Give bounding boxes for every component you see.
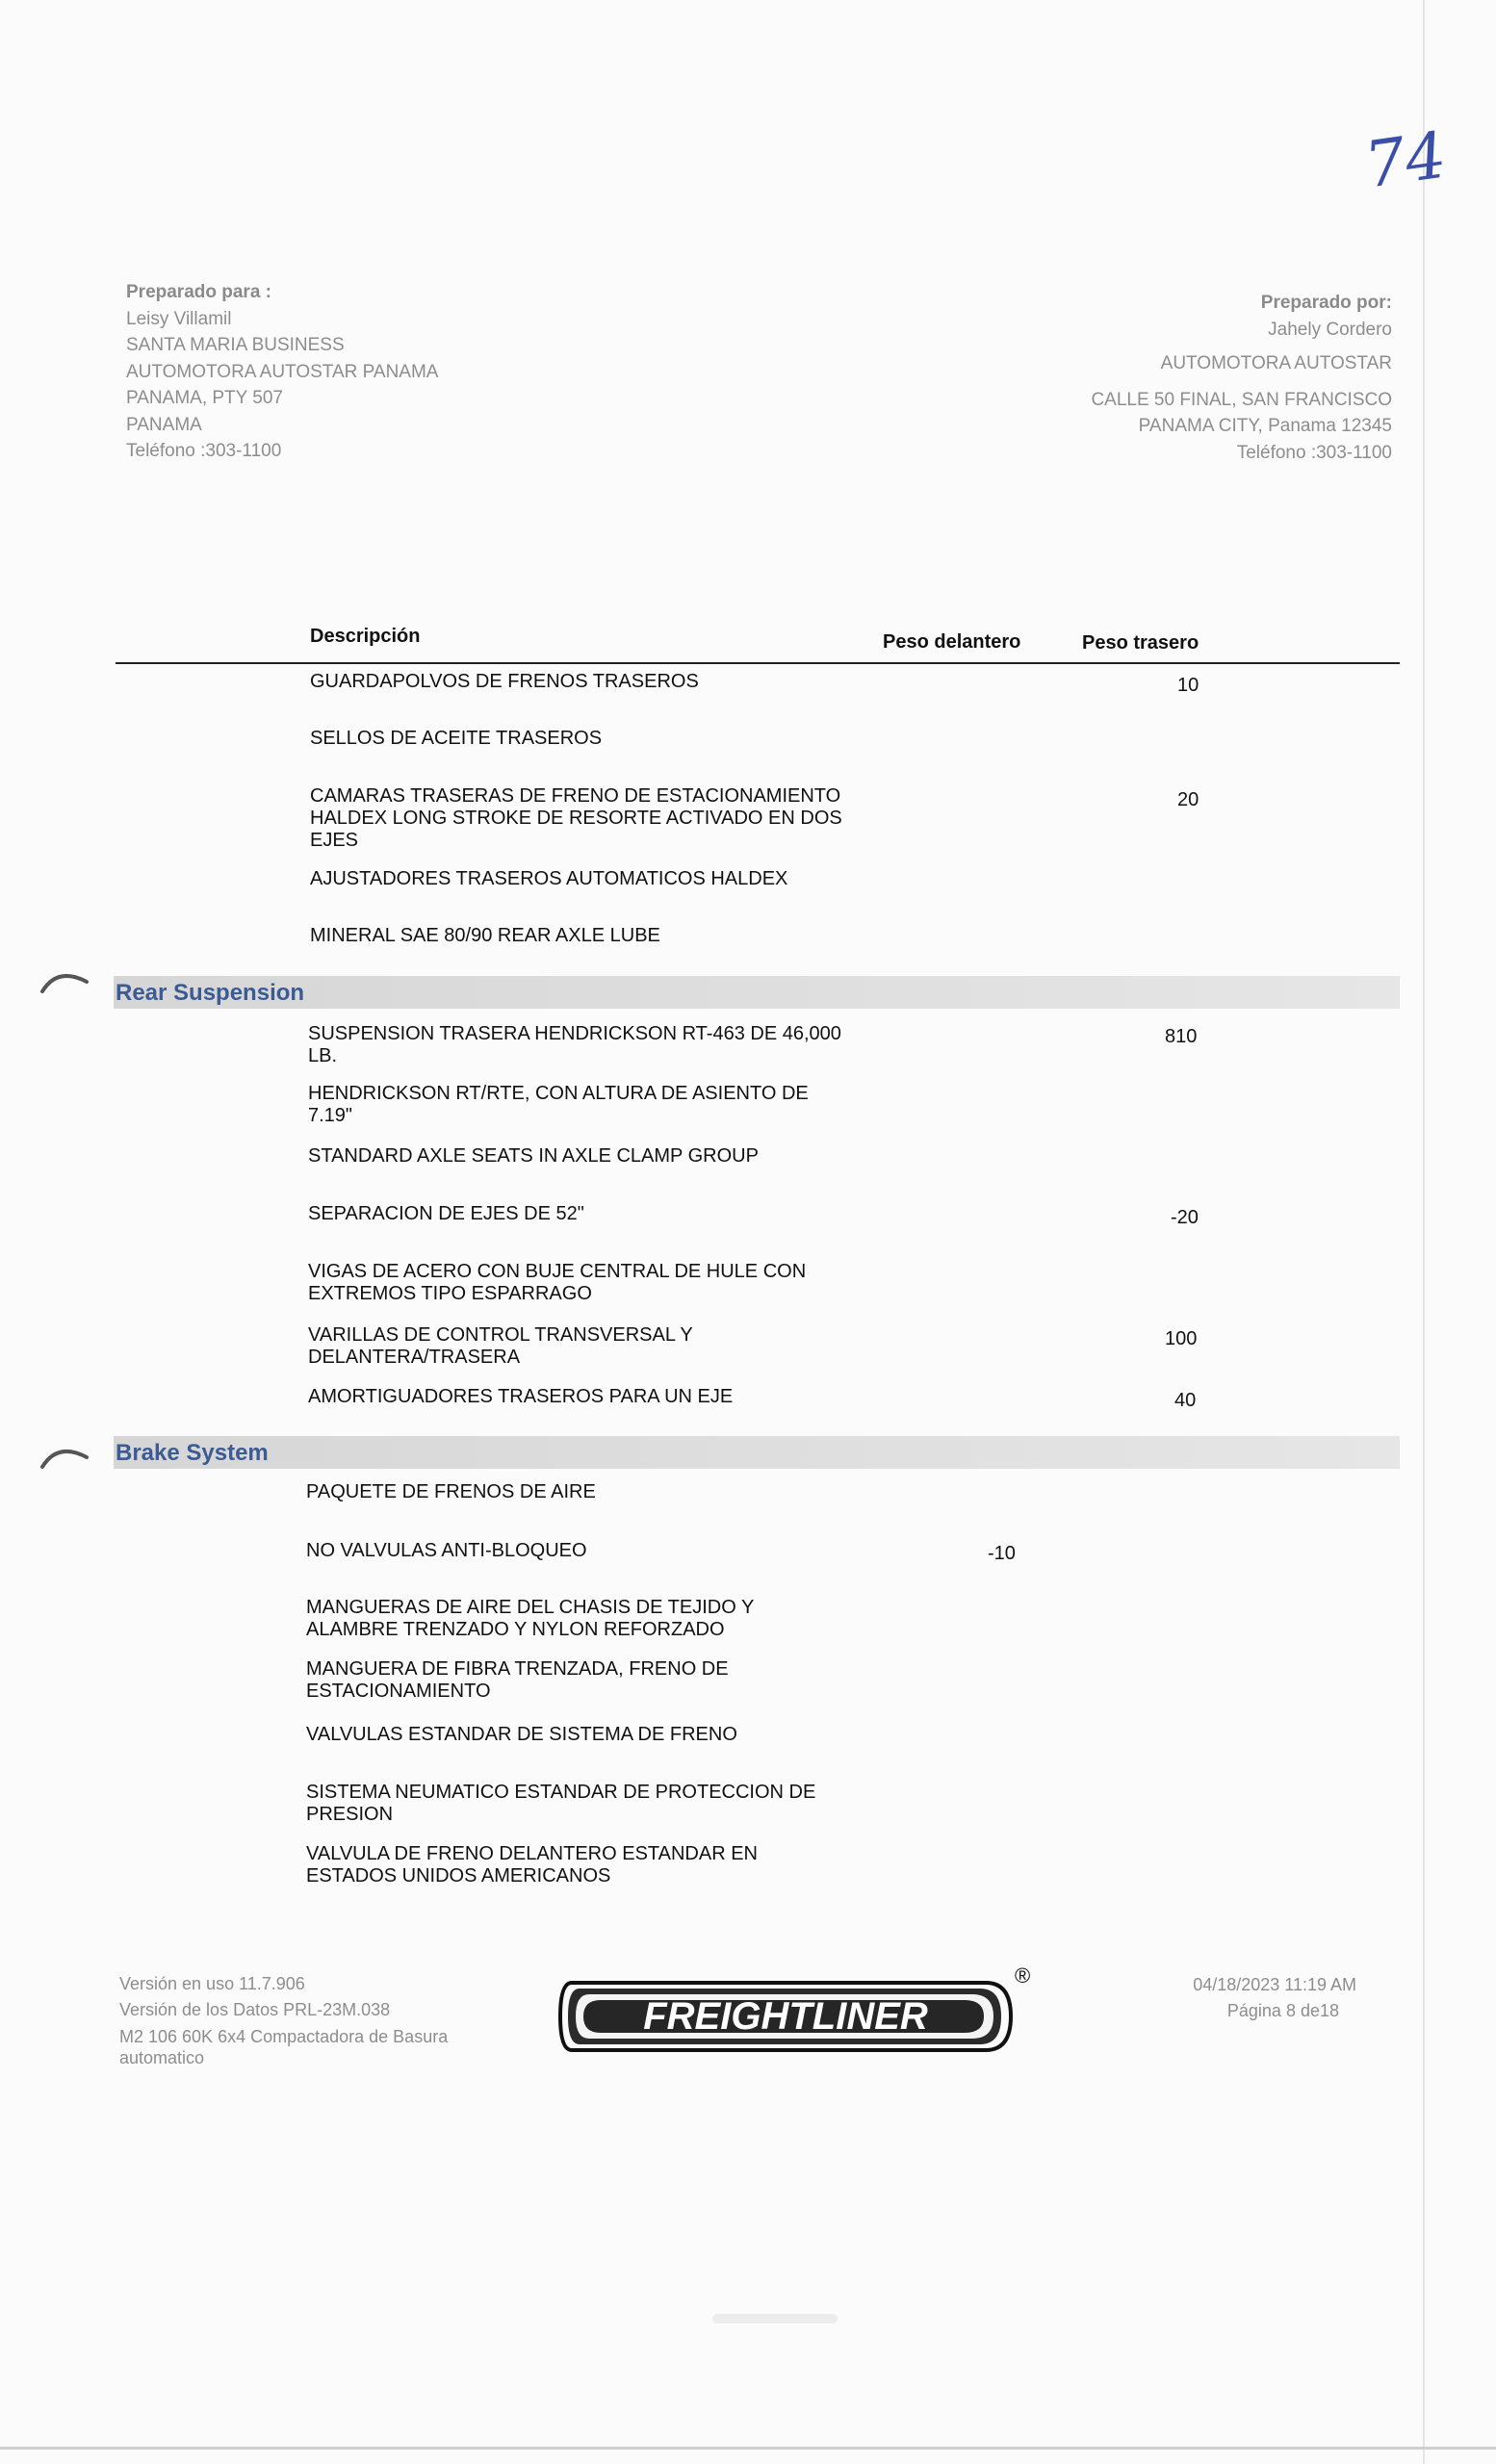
prepared-for-block [126, 279, 438, 465]
prepared-by-address: PANAMA CITY, Panama 12345 [1138, 416, 1392, 436]
page-number: Página 8 de18 [1226, 2001, 1339, 2020]
item-front-weight: -10 [988, 1543, 1016, 1564]
section-bar-rear-suspension [114, 976, 1400, 1009]
item-rear-weight: 20 [1177, 789, 1199, 810]
item-description: MANGUERAS DE AIRE DEL CHASIS DE TEJIDO Y ALAMBRE TRENZADO Y NYLON REFORZADO [306, 1597, 754, 1640]
item-description: STANDARD AXLE SEATS IN AXLE CLAMP GROUP [308, 1145, 759, 1167]
prepared-by-company: AUTOMOTORA AUTOSTAR [1160, 353, 1392, 373]
prepared-for-heading: Preparado para : [126, 282, 271, 302]
prepared-for-line: PANAMA [126, 414, 202, 435]
item-description: VIGAS DE ACERO CON BUJE CENTRAL DE HULE CON EXTREMOS TIPO ESPARRAGO [308, 1261, 807, 1304]
data-version: Versión de los Datos PRL-23M.038 [119, 2000, 391, 2019]
section-title: Rear Suspension [116, 980, 305, 1006]
freightliner-logo [551, 1964, 1032, 2069]
item-description: VALVULAS ESTANDAR DE SISTEMA DE FRENO [306, 1724, 737, 1745]
item-rear-weight: 100 [1165, 1328, 1198, 1349]
item-rear-weight: 810 [1165, 1026, 1198, 1047]
column-header-description: Descripción [310, 626, 421, 647]
print-datetime: 04/18/2023 11:19 AM [1193, 1975, 1356, 1994]
item-description: CAMARAS TRASERAS DE FRENO DE ESTACIONAMIENTO HALDEX LONG STROKE DE RESORTE ACTIVADO EN DOS EJES [310, 785, 842, 851]
prepared-by-heading: Preparado por: [1260, 293, 1392, 313]
prepared-for-line: Teléfono :303-1100 [126, 441, 282, 461]
prepared-for-line: SANTA MARIA BUSINESS [126, 335, 345, 355]
item-rear-weight: -20 [1171, 1207, 1199, 1228]
section-bar-brake-system [114, 1436, 1400, 1469]
handwritten-page-number: 74 [1360, 117, 1451, 203]
section-title: Brake System [116, 1440, 269, 1466]
prepared-by-address: CALLE 50 FINAL, SAN FRANCISCO [1091, 389, 1392, 410]
column-header-rear-weight: Peso trasero [1082, 632, 1199, 654]
item-description: SUSPENSION TRASERA HENDRICKSON RT-463 DE 46,000 LB. [308, 1023, 841, 1066]
item-description: SISTEMA NEUMATICO ESTANDAR DE PROTECCION DE PRESION [306, 1782, 816, 1825]
item-description: MANGUERA DE FIBRA TRENZADA, FRENO DE ESTACIONAMIENTO [306, 1658, 729, 1702]
prepared-for-line: AUTOMOTORA AUTOSTAR PANAMA [126, 361, 439, 382]
item-description: SEPARACION DE EJES DE 52" [308, 1203, 584, 1224]
model-description: M2 106 60K 6x4 Compactadora de Basura automatico [119, 2027, 449, 2067]
prepared-by-phone: Teléfono :303-1100 [1236, 442, 1392, 463]
item-description: GUARDAPOLVOS DE FRENOS TRASEROS [310, 671, 699, 692]
header-rule [116, 662, 1400, 664]
logo-text: FREIGHTLINER [643, 1995, 928, 2038]
prepared-for-line: Leisy Villamil [126, 308, 232, 329]
item-rear-weight: 40 [1174, 1390, 1197, 1411]
item-description: AJUSTADORES TRASEROS AUTOMATICOS HALDEX [310, 868, 788, 889]
prepared-by-name: Jahely Cordero [1268, 319, 1392, 340]
item-description: VARILLAS DE CONTROL TRANSVERSAL Y DELANTERA/TRASERA [308, 1324, 693, 1368]
registered-mark: ® [1015, 1964, 1031, 1988]
item-description: VALVULA DE FRENO DELANTERO ESTANDAR EN ESTADOS UNIDOS AMERICANOS [306, 1843, 758, 1886]
binder-hole-icon [37, 1440, 90, 1478]
footer-left [119, 1971, 524, 2068]
item-description: PAQUETE DE FRENOS DE AIRE [306, 1481, 596, 1502]
version-in-use: Versión en uso 11.7.906 [119, 1974, 305, 1993]
item-description: SELLOS DE ACEITE TRASEROS [310, 728, 603, 749]
item-description: MINERAL SAE 80/90 REAR AXLE LUBE [310, 925, 660, 946]
item-description: HENDRICKSON RT/RTE, CON ALTURA DE ASIENTO DE 7.19" [308, 1083, 809, 1126]
item-description: AMORTIGUADORES TRASEROS PARA UN EJE [308, 1386, 734, 1407]
binder-hole-icon [37, 964, 90, 1003]
page-bottom-edge [0, 2447, 1496, 2450]
item-rear-weight: 10 [1177, 675, 1199, 696]
page-edge [1423, 0, 1425, 2464]
footer-right [1167, 1972, 1356, 2024]
prepared-by-block [1091, 290, 1392, 466]
item-description: NO VALVULAS ANTI-BLOQUEO [306, 1540, 587, 1561]
column-header-front-weight: Peso delantero [883, 631, 1021, 653]
scan-mark [712, 2314, 838, 2323]
prepared-for-line: PANAMA, PTY 507 [126, 388, 283, 408]
